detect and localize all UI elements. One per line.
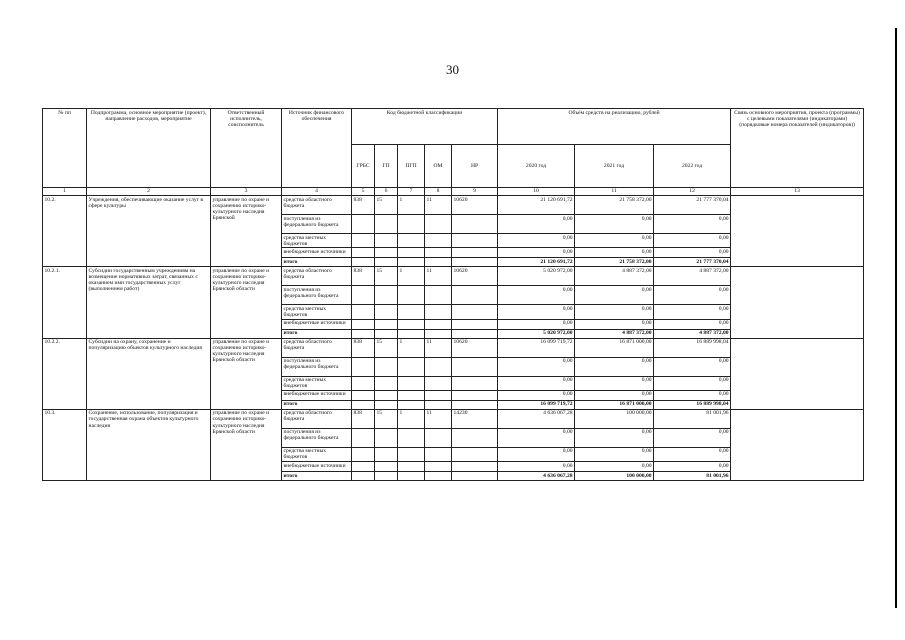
amount-2022: 81 001,96 <box>654 409 731 428</box>
column-number: 13 <box>731 188 864 196</box>
amount-2021: 0,00 <box>575 215 654 234</box>
source-label: поступления из федерального бюджета <box>282 357 352 376</box>
amount-2020: 16 099 719,72 <box>498 338 575 357</box>
indicator-link <box>731 409 864 480</box>
executor-name: управление по охране и сохранению историко-культурного наследия Брянской области <box>211 338 282 409</box>
program-name: Субсидии государственным учреждениям на возмещение нормативных затрат, связанных с оказанием ими государственных услуг (выполнением работ) <box>87 267 211 338</box>
code-om <box>425 376 452 390</box>
amount-2022: 0,00 <box>654 390 731 400</box>
code-nr <box>452 329 498 338</box>
row-number: 10.2.1. <box>43 267 87 338</box>
code-om <box>425 400 452 409</box>
amount-2021: 16 871 000,00 <box>575 338 654 357</box>
source-label: средства местных бюджетов <box>282 234 352 248</box>
code-nr <box>452 305 498 319</box>
amount-2020: 21 120 691,72 <box>498 196 575 215</box>
amount-2022: 0,00 <box>654 319 731 329</box>
code-om <box>425 462 452 472</box>
code-nr: 14230 <box>452 409 498 428</box>
table-row <box>43 196 864 215</box>
code-pgp <box>398 329 425 338</box>
code-om <box>425 258 452 267</box>
code-om <box>425 215 452 234</box>
column-number: 11 <box>575 188 654 196</box>
source-label: поступления из федерального бюджета <box>282 215 352 234</box>
executor-name: управление по охране и сохранению историко-культурного наследия Брянской области <box>211 409 282 480</box>
code-nr <box>452 258 498 267</box>
amount-2021: 0,00 <box>575 376 654 390</box>
code-pgp <box>398 305 425 319</box>
header-2021: 2021 год <box>575 145 654 188</box>
code-grbs <box>352 286 375 305</box>
code-gp <box>375 319 398 329</box>
code-grbs <box>352 447 375 461</box>
amount-2020: 0,00 <box>498 286 575 305</box>
column-number: 1 <box>43 188 87 196</box>
source-label: средства местных бюджетов <box>282 376 352 390</box>
amount-2020: 0,00 <box>498 248 575 258</box>
header-grbs: ГРБС <box>352 145 375 188</box>
column-number: 4 <box>282 188 352 196</box>
amount-2022: 0,00 <box>654 234 731 248</box>
amount-2022: 4 887 372,00 <box>654 329 731 338</box>
code-pgp <box>398 472 425 481</box>
source-label: средства местных бюджетов <box>282 305 352 319</box>
code-pgp <box>398 215 425 234</box>
code-pgp <box>398 258 425 267</box>
amount-2022: 0,00 <box>654 447 731 461</box>
amount-2020: 0,00 <box>498 215 575 234</box>
code-gp: 15 <box>375 338 398 357</box>
code-pgp <box>398 400 425 409</box>
source-label: средства областного бюджета <box>282 409 352 428</box>
code-om: 11 <box>425 409 452 428</box>
code-nr <box>452 400 498 409</box>
code-nr <box>452 472 498 481</box>
header-program: Подпрограмма, основное мероприятие (проект), направление расходов, мероприятие <box>87 109 211 188</box>
code-om <box>425 428 452 447</box>
amount-2020: 21 120 691,72 <box>498 258 575 267</box>
amount-2022: 21 777 370,04 <box>654 196 731 215</box>
indicator-link <box>731 338 864 409</box>
amount-2020: 0,00 <box>498 376 575 390</box>
header-volume: Объём средств на реализацию, рублей <box>498 109 731 145</box>
source-label: внебюджетные источники <box>282 390 352 400</box>
code-om <box>425 472 452 481</box>
amount-2020: 5 020 972,00 <box>498 267 575 286</box>
source-label: средства областного бюджета <box>282 196 352 215</box>
code-grbs: 838 <box>352 409 375 428</box>
amount-2020: 5 020 972,00 <box>498 329 575 338</box>
code-grbs: 838 <box>352 338 375 357</box>
code-gp <box>375 234 398 248</box>
code-gp: 15 <box>375 409 398 428</box>
column-number: 12 <box>654 188 731 196</box>
code-om: 11 <box>425 196 452 215</box>
amount-2021: 4 887 372,00 <box>575 267 654 286</box>
amount-2021: 0,00 <box>575 462 654 472</box>
header-nr: НР <box>452 145 498 188</box>
code-grbs <box>352 215 375 234</box>
code-pgp: 1 <box>398 409 425 428</box>
column-number: 10 <box>498 188 575 196</box>
code-gp: 15 <box>375 196 398 215</box>
amount-2021: 0,00 <box>575 428 654 447</box>
code-om <box>425 357 452 376</box>
code-om <box>425 329 452 338</box>
source-label: средства областного бюджета <box>282 338 352 357</box>
amount-2021: 4 887 372,00 <box>575 329 654 338</box>
code-gp <box>375 462 398 472</box>
table-body <box>43 196 864 481</box>
code-pgp <box>398 462 425 472</box>
code-gp <box>375 248 398 258</box>
amount-2020: 0,00 <box>498 390 575 400</box>
source-label: поступления из федерального бюджета <box>282 286 352 305</box>
executor-name: управление по охране и сохранению историко-культурного наследия Брянской области <box>211 267 282 338</box>
code-pgp <box>398 248 425 258</box>
source-label: итого <box>282 472 352 481</box>
amount-2021: 100 000,00 <box>575 409 654 428</box>
code-nr <box>452 215 498 234</box>
code-grbs: 838 <box>352 196 375 215</box>
scan-edge-line <box>895 28 897 608</box>
amount-2022: 21 777 370,04 <box>654 258 731 267</box>
source-label: поступления из федерального бюджета <box>282 428 352 447</box>
amount-2020: 4 636 067,28 <box>498 472 575 481</box>
header-2020: 2020 год <box>498 145 575 188</box>
code-nr: 10620 <box>452 196 498 215</box>
code-nr <box>452 286 498 305</box>
code-gp <box>375 329 398 338</box>
source-label: итого <box>282 329 352 338</box>
amount-2022: 81 001,96 <box>654 472 731 481</box>
source-label: внебюджетные источники <box>282 319 352 329</box>
code-om <box>425 319 452 329</box>
amount-2021: 21 758 372,00 <box>575 258 654 267</box>
row-number: 10.3. <box>43 409 87 480</box>
column-number: 5 <box>352 188 375 196</box>
amount-2021: 0,00 <box>575 447 654 461</box>
amount-2020: 0,00 <box>498 447 575 461</box>
code-gp <box>375 390 398 400</box>
header-no: № пп <box>43 109 87 188</box>
column-number-row <box>43 188 864 196</box>
amount-2022: 0,00 <box>654 357 731 376</box>
code-pgp: 1 <box>398 338 425 357</box>
amount-2022: 0,00 <box>654 462 731 472</box>
source-label: средства местных бюджетов <box>282 447 352 461</box>
code-grbs <box>352 305 375 319</box>
header-link: Связь основного мероприятия, проекта (программы) с целевыми показателями (индикаторами) (порядковые номера показателей (индикаторов)) <box>731 109 864 188</box>
amount-2021: 0,00 <box>575 357 654 376</box>
code-om: 11 <box>425 267 452 286</box>
column-number: 6 <box>375 188 398 196</box>
amount-2020: 0,00 <box>498 319 575 329</box>
budget-table-sheet <box>42 108 863 481</box>
code-nr <box>452 462 498 472</box>
code-gp <box>375 305 398 319</box>
amount-2022: 0,00 <box>654 286 731 305</box>
row-number: 10.2.2. <box>43 338 87 409</box>
amount-2020: 16 099 719,72 <box>498 400 575 409</box>
header-om: ОМ <box>425 145 452 188</box>
program-name: Учреждения, обеспечивающие оказание услуг в сфере культуры <box>87 196 211 267</box>
source-label: итого <box>282 258 352 267</box>
code-om <box>425 286 452 305</box>
source-label: внебюджетные источники <box>282 462 352 472</box>
amount-2020: 0,00 <box>498 428 575 447</box>
code-nr <box>452 357 498 376</box>
amount-2021: 0,00 <box>575 319 654 329</box>
table-row <box>43 267 864 286</box>
code-pgp: 1 <box>398 267 425 286</box>
code-pgp <box>398 286 425 305</box>
executor-name: управление по охране и сохранению историко-культурного наследия Брянской <box>211 196 282 267</box>
source-label: средства областного бюджета <box>282 267 352 286</box>
amount-2021: 0,00 <box>575 390 654 400</box>
code-nr <box>452 234 498 248</box>
code-nr <box>452 447 498 461</box>
header-source: Источник финансового обеспечения <box>282 109 352 188</box>
code-grbs <box>352 390 375 400</box>
header-pgp: ПГП <box>398 145 425 188</box>
code-pgp <box>398 376 425 390</box>
code-pgp <box>398 234 425 248</box>
code-nr: 10620 <box>452 267 498 286</box>
code-pgp: 1 <box>398 196 425 215</box>
code-pgp <box>398 447 425 461</box>
code-grbs <box>352 234 375 248</box>
amount-2021: 0,00 <box>575 286 654 305</box>
code-grbs <box>352 248 375 258</box>
amount-2021: 21 758 372,00 <box>575 196 654 215</box>
column-number: 2 <box>87 188 211 196</box>
source-label: итого <box>282 400 352 409</box>
code-gp <box>375 258 398 267</box>
column-number: 9 <box>452 188 498 196</box>
code-gp <box>375 376 398 390</box>
code-nr <box>452 376 498 390</box>
source-label: внебюджетные источники <box>282 248 352 258</box>
code-gp <box>375 428 398 447</box>
amount-2020: 0,00 <box>498 462 575 472</box>
amount-2021: 16 871 000,00 <box>575 400 654 409</box>
code-om <box>425 447 452 461</box>
header-budget-code: Код бюджетной классификации <box>352 109 498 145</box>
header-2022: 2022 год <box>654 145 731 188</box>
amount-2020: 0,00 <box>498 305 575 319</box>
code-grbs <box>352 357 375 376</box>
amount-2021: 0,00 <box>575 234 654 248</box>
indicator-link <box>731 267 864 338</box>
amount-2022: 16 889 998,04 <box>654 400 731 409</box>
amount-2021: 0,00 <box>575 248 654 258</box>
program-name: Сохранение, использование, популяризация и государственная охрана объектов культурного наследия <box>87 409 211 480</box>
code-gp <box>375 472 398 481</box>
amount-2021: 100 000,00 <box>575 472 654 481</box>
amount-2020: 4 636 067,28 <box>498 409 575 428</box>
amount-2022: 16 889 998,04 <box>654 338 731 357</box>
amount-2022: 0,00 <box>654 215 731 234</box>
code-nr: 10620 <box>452 338 498 357</box>
row-number: 10.2. <box>43 196 87 267</box>
code-nr <box>452 319 498 329</box>
amount-2021: 0,00 <box>575 305 654 319</box>
table-header <box>43 109 864 196</box>
indicator-link <box>731 196 864 267</box>
code-om <box>425 305 452 319</box>
code-nr <box>452 248 498 258</box>
code-grbs <box>352 400 375 409</box>
code-grbs <box>352 462 375 472</box>
column-number: 3 <box>211 188 282 196</box>
code-pgp <box>398 357 425 376</box>
code-grbs <box>352 329 375 338</box>
code-pgp <box>398 428 425 447</box>
program-name: Субсидии на охрану, сохранение и популяризацию объектов культурного наследия <box>87 338 211 409</box>
code-gp <box>375 400 398 409</box>
code-grbs <box>352 319 375 329</box>
page-number: 30 <box>446 62 459 77</box>
code-grbs: 838 <box>352 267 375 286</box>
amount-2022: 0,00 <box>654 305 731 319</box>
amount-2022: 4 887 372,00 <box>654 267 731 286</box>
code-gp <box>375 215 398 234</box>
code-pgp <box>398 319 425 329</box>
code-gp <box>375 447 398 461</box>
budget-table <box>42 108 864 481</box>
amount-2020: 0,00 <box>498 357 575 376</box>
header-executor: Ответственный исполнитель, соисполнитель <box>211 109 282 188</box>
code-om <box>425 248 452 258</box>
code-om <box>425 390 452 400</box>
code-grbs <box>352 376 375 390</box>
code-pgp <box>398 390 425 400</box>
code-grbs <box>352 428 375 447</box>
column-number: 8 <box>425 188 452 196</box>
code-om: 11 <box>425 338 452 357</box>
amount-2020: 0,00 <box>498 234 575 248</box>
table-row <box>43 338 864 357</box>
code-gp <box>375 286 398 305</box>
code-grbs <box>352 258 375 267</box>
code-grbs <box>352 472 375 481</box>
column-number: 7 <box>398 188 425 196</box>
amount-2022: 0,00 <box>654 428 731 447</box>
code-nr <box>452 390 498 400</box>
code-gp <box>375 357 398 376</box>
header-gp: ГП <box>375 145 398 188</box>
code-om <box>425 234 452 248</box>
amount-2022: 0,00 <box>654 248 731 258</box>
amount-2022: 0,00 <box>654 376 731 390</box>
code-nr <box>452 428 498 447</box>
code-gp: 15 <box>375 267 398 286</box>
table-row <box>43 409 864 428</box>
